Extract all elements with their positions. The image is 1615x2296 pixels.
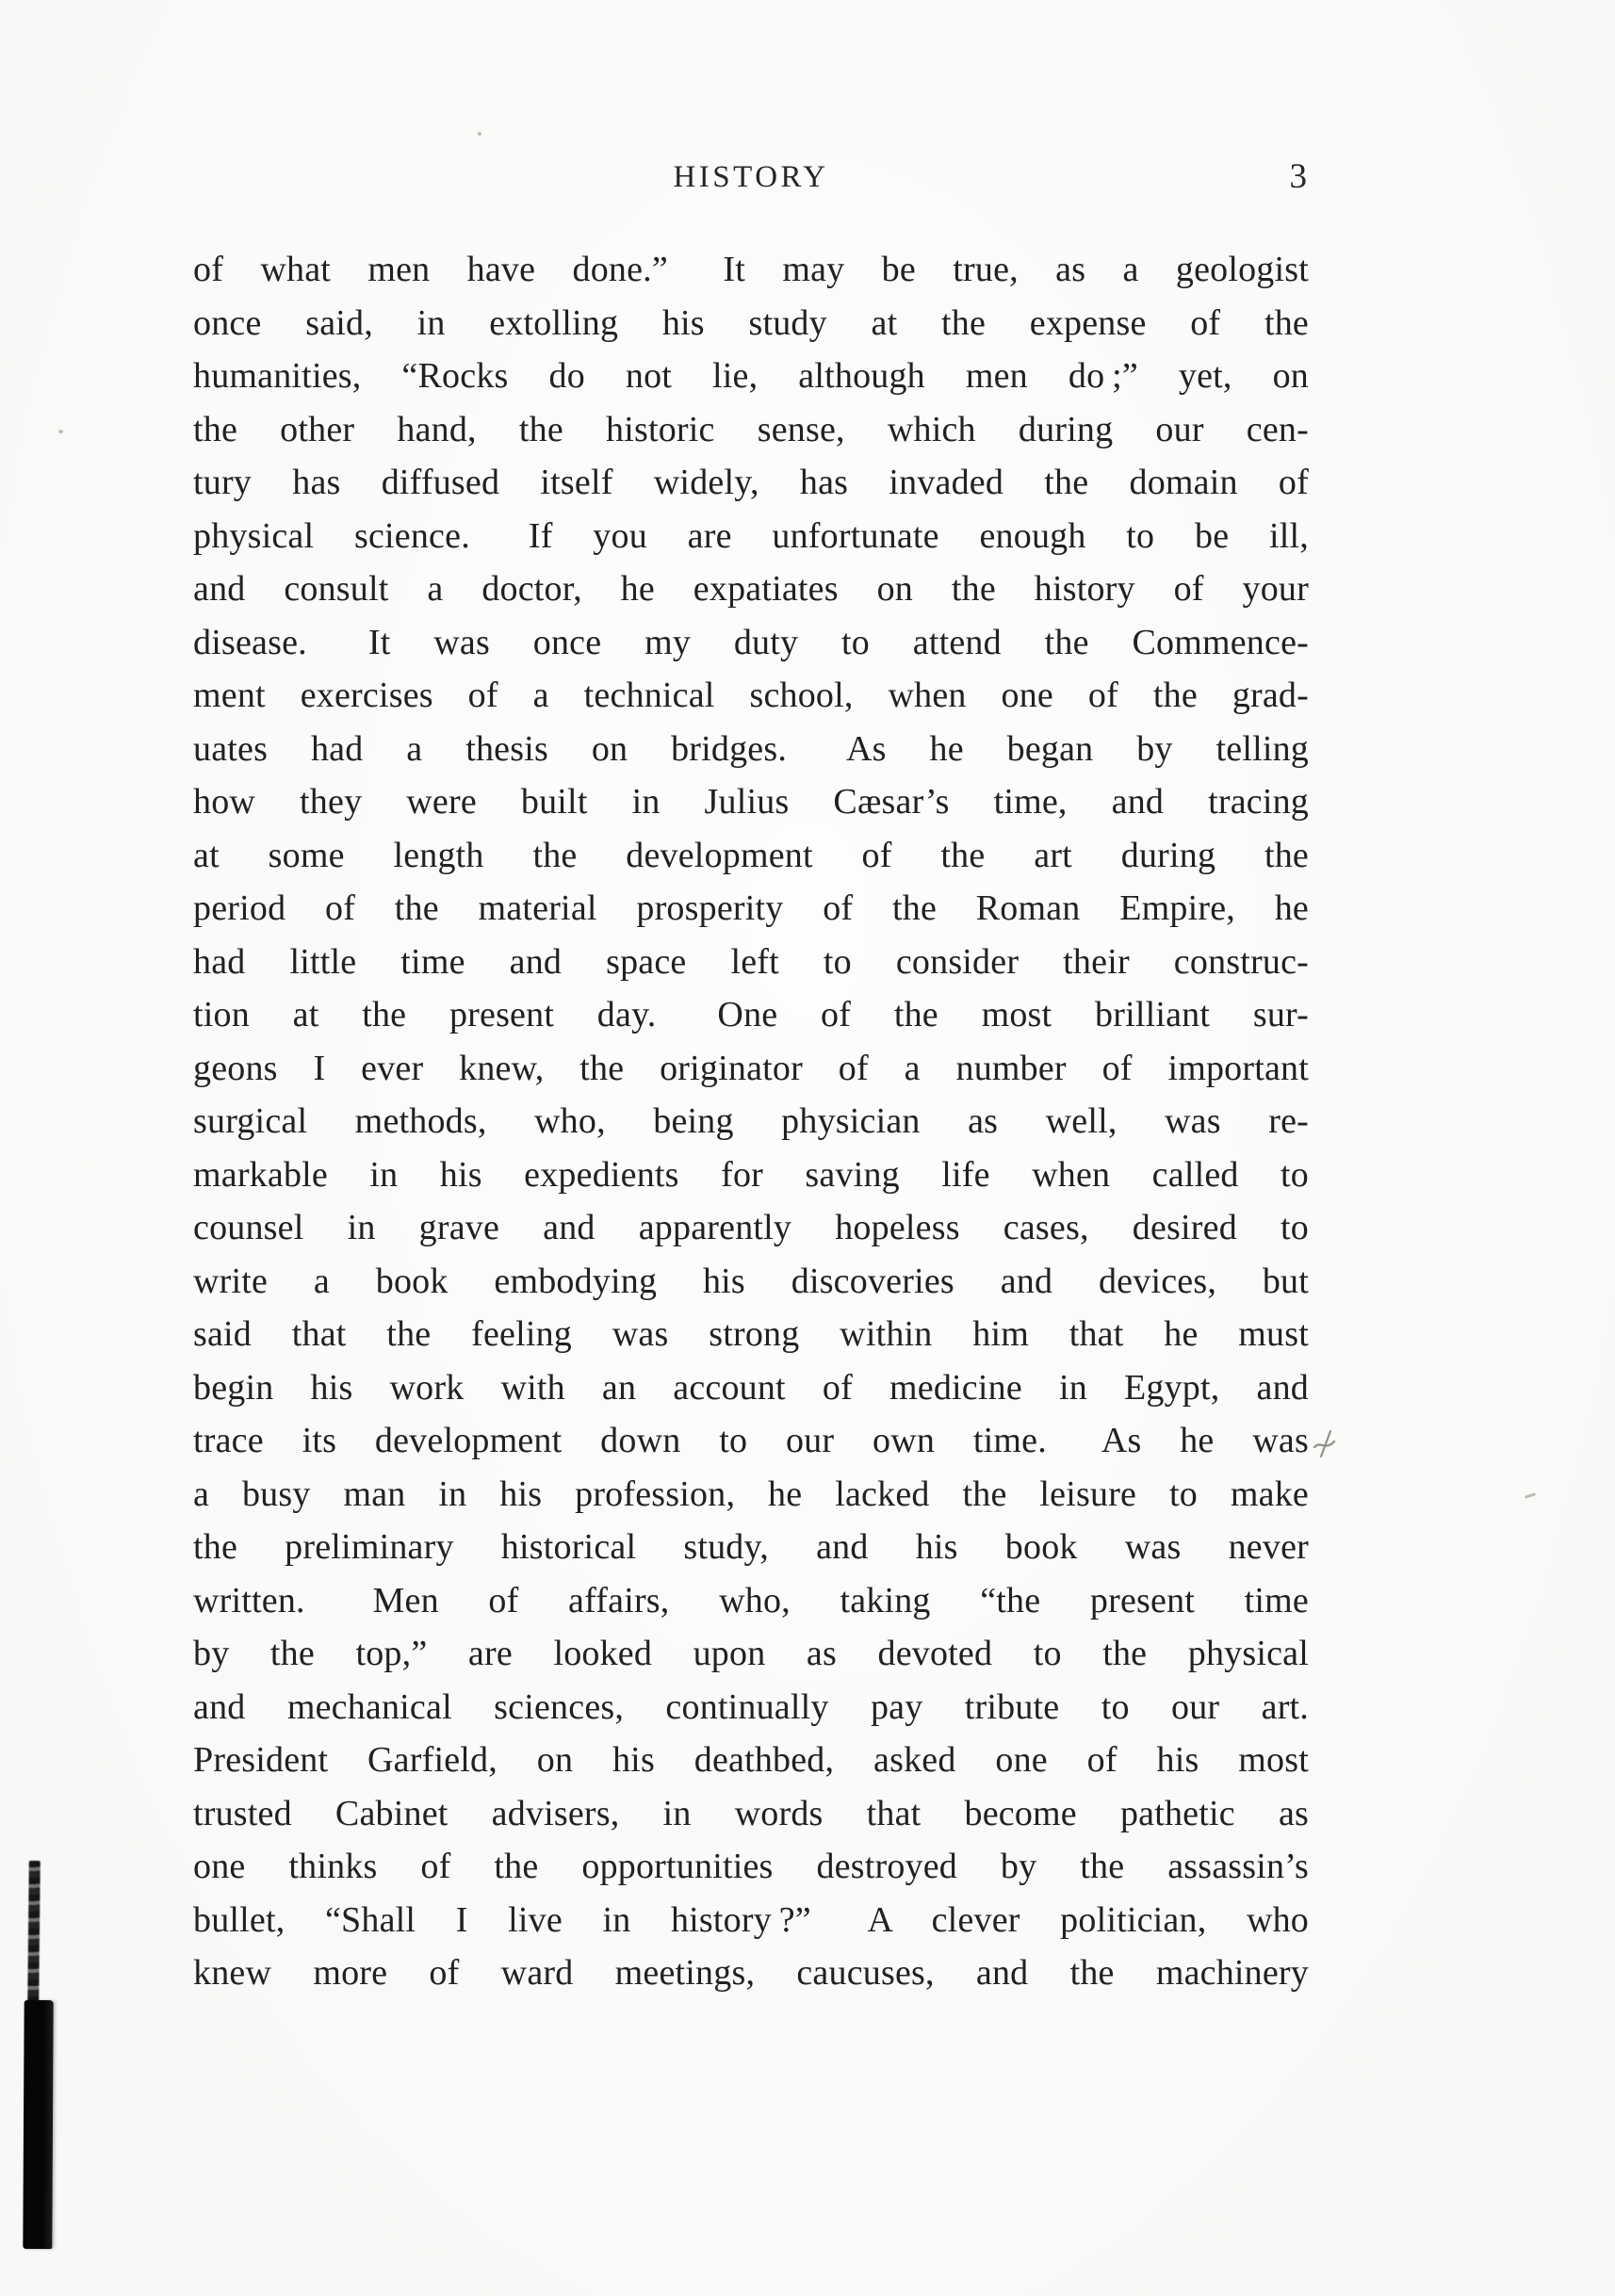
text-line: begin his work with an account of medicine in Egypt, and	[193, 1367, 1309, 1408]
text-line: of what men have done.” It may be true, as a geologist	[193, 250, 1309, 289]
text-line: at some length the development of the art during the	[193, 835, 1309, 875]
text-line: humanities, “Rocks do not lie, although men do ;” yet, on	[193, 356, 1309, 396]
text-line: President Garfield, on his deathbed, asked one of his most	[193, 1740, 1309, 1780]
text-line: once said, in extolling his study at the expense of the	[193, 302, 1309, 343]
ink-smudge-artifact-bottom	[23, 2000, 53, 2249]
text-line: trusted Cabinet advisers, in words that become pathetic as	[193, 1793, 1309, 1833]
body-text	[193, 243, 1309, 2000]
pencil-mark-artifact	[1312, 1428, 1346, 1460]
text-line: uates had a thesis on bridges. As he began by telling	[193, 728, 1309, 769]
text-line: how they were built in Julius Cæsar’s time, and tracing	[193, 782, 1309, 822]
text-line: knew more of ward meetings, caucuses, and the machinery	[193, 1953, 1309, 1993]
running-title: HISTORY	[673, 160, 829, 194]
scan-speck	[58, 430, 63, 433]
text-line: period of the material prosperity of the Roman Empire, he	[193, 888, 1309, 928]
page-header	[193, 157, 1309, 207]
text-line: surgical methods, who, being physician as well, was re-	[193, 1101, 1309, 1141]
text-line: tury has diffused itself widely, has invaded the domain of	[193, 463, 1309, 502]
text-line: geons I ever knew, the originator of a number of important	[193, 1048, 1309, 1088]
text-line: said that the feeling was strong within him that he must	[193, 1314, 1309, 1354]
text-line: physical science. If you are unfortunate enough to be ill,	[193, 515, 1309, 556]
text-line: trace its development down to our own time. As he was	[193, 1421, 1309, 1460]
text-line: written. Men of affairs, who, taking “the present time	[193, 1580, 1309, 1620]
ink-smudge-artifact-top	[27, 1861, 41, 2004]
text-line: bullet, “Shall I live in history ?” A clever politician, who	[193, 1899, 1309, 1940]
text-line: and consult a doctor, he expatiates on the history of your	[193, 569, 1309, 609]
text-line: markable in his expedients for saving life when called to	[193, 1154, 1309, 1195]
text-line: a busy man in his profession, he lacked the leisure to make	[193, 1474, 1309, 1514]
text-line: counsel in grave and apparently hopeless cases, desired to	[193, 1208, 1309, 1247]
text-line: the other hand, the historic sense, which during our cen-	[193, 409, 1309, 449]
text-line: tion at the present day. One of the most brilliant sur-	[193, 995, 1309, 1034]
text-line: by the top,” are looked upon as devoted to the physical	[193, 1634, 1309, 1673]
text-line: had little time and space left to consider their construc-	[193, 941, 1309, 982]
text-line: write a book embodying his discoveries and devices, but	[193, 1261, 1309, 1301]
text-line: ment exercises of a technical school, when one of the grad-	[193, 676, 1309, 715]
scan-speck	[1525, 1492, 1536, 1499]
text-line: one thinks of the opportunities destroyed by the assassin’s	[193, 1847, 1309, 1886]
text-line: and mechanical sciences, continually pay tribute to our art.	[193, 1686, 1309, 1727]
scan-speck	[478, 132, 481, 136]
text-line: the preliminary historical study, and his book was never	[193, 1527, 1309, 1567]
text-line: disease. It was once my duty to attend the Commence-	[193, 622, 1309, 662]
page-number: 3	[1289, 157, 1307, 196]
